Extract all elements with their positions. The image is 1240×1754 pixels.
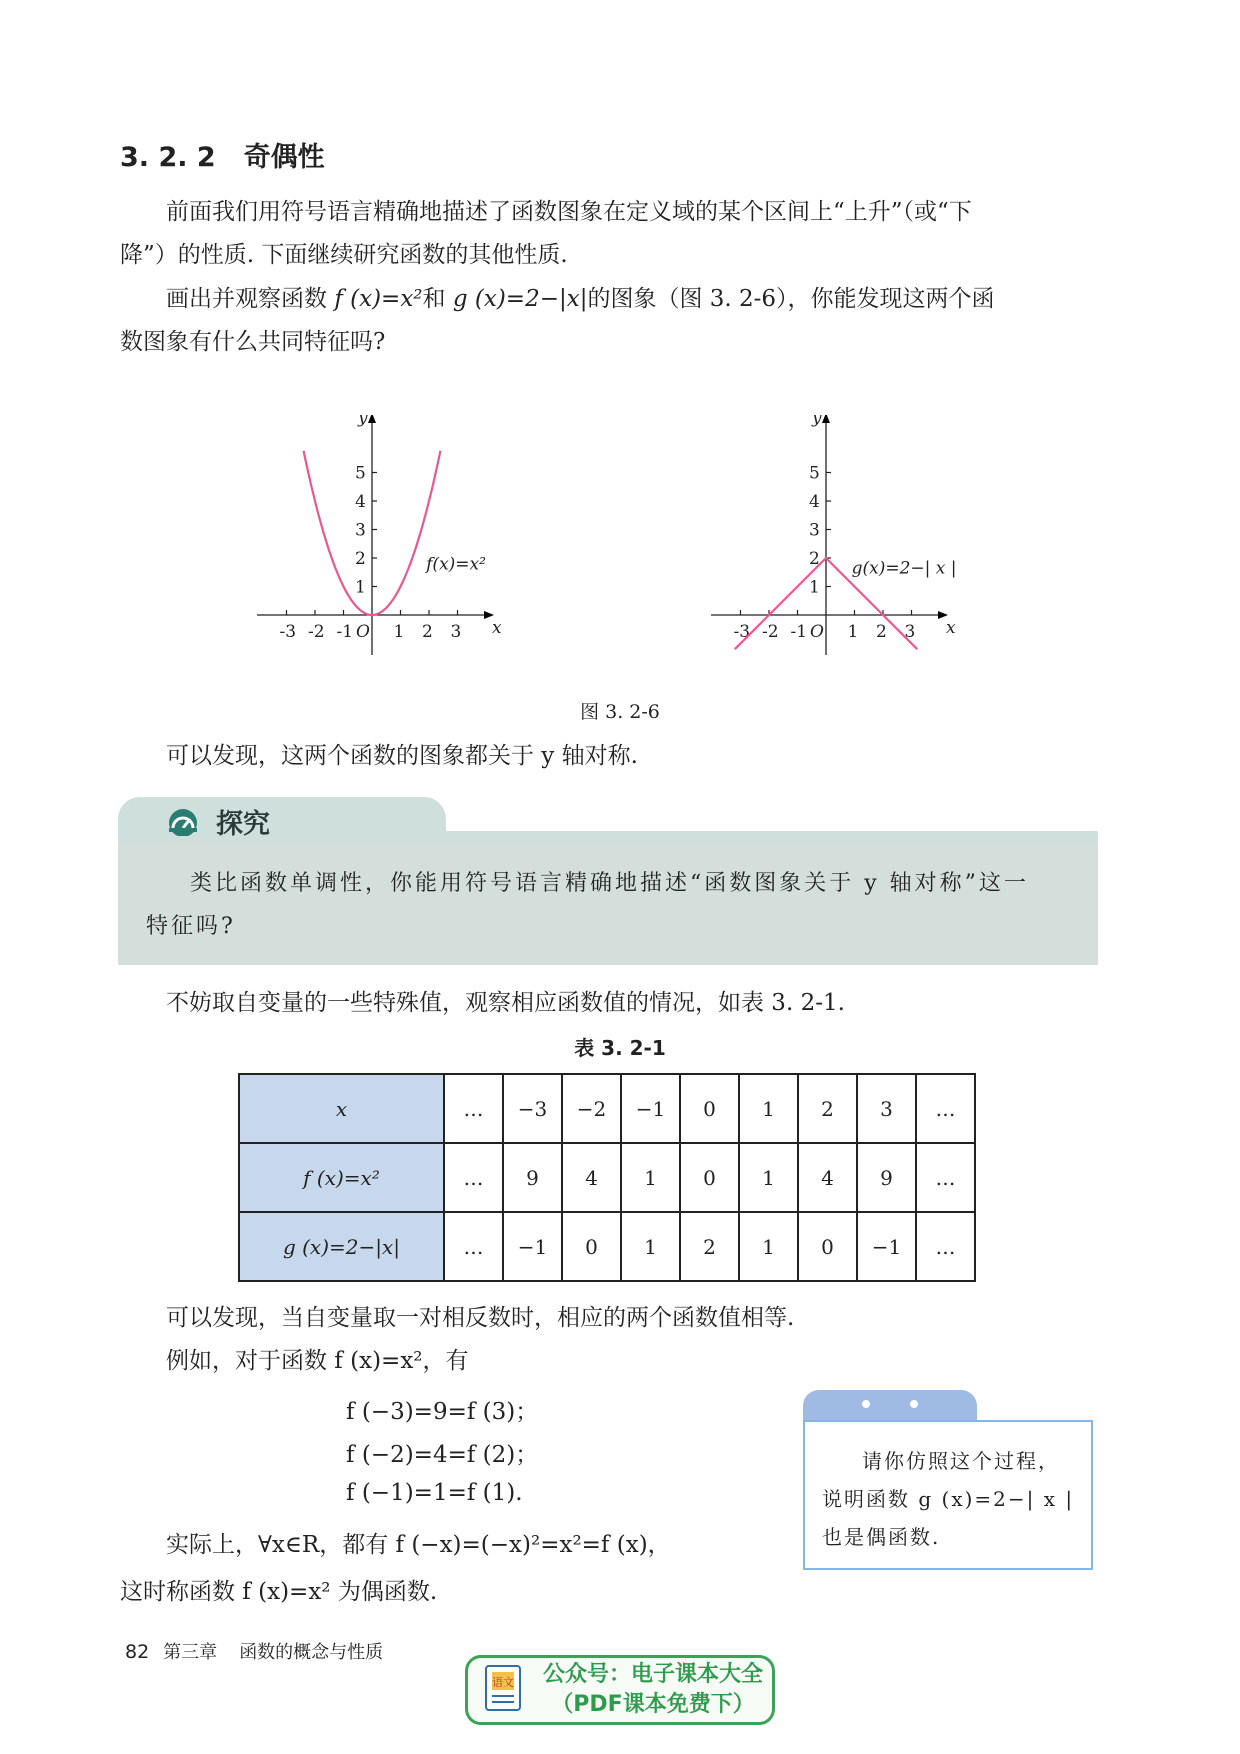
question-text-b: 和 <box>422 286 453 312</box>
table-cell: −3 <box>503 1074 562 1143</box>
y-axis-label: y <box>812 415 822 428</box>
x-tick-label: 1 <box>847 622 859 642</box>
watermark-line-1: 公众号：电子课本大全 <box>542 1662 763 1687</box>
intro-line-2: 降”）的性质. 下面继续研究函数的其他性质. <box>120 242 568 268</box>
y-tick-label: 5 <box>355 463 366 484</box>
general-text: 实际上，∀x∈R，都有 f (−x)=(−x)²=x²=f (x)， <box>166 1532 671 1558</box>
table-cell: … <box>916 1074 975 1143</box>
figure-graphs <box>240 415 1020 690</box>
f-definition: f (x)=x² <box>334 286 423 312</box>
definition-text: 这时称函数 f (x)=x² 为偶函数. <box>120 1579 438 1605</box>
table-cell: 1 <box>739 1143 798 1212</box>
x-tick-label: 2 <box>422 622 433 642</box>
note-line-1: 请你仿照这个过程， <box>862 1449 1060 1473</box>
x-tick-label: -1 <box>790 622 808 642</box>
example-intro: 例如，对于函数 f (x)=x²，有 <box>166 1348 469 1374</box>
x-tick-label: -1 <box>336 622 354 642</box>
x-tick-label: -2 <box>762 622 779 642</box>
example-line-3: f (−1)=1=f (1). <box>346 1480 523 1506</box>
table-cell: … <box>916 1143 975 1212</box>
x-tick-label: -2 <box>308 622 325 642</box>
explore-text <box>146 862 1076 948</box>
chapter-number: 第三章 <box>163 1642 218 1663</box>
paragraph-conclusion <box>120 1297 1100 1340</box>
table-cell: 1 <box>621 1212 680 1281</box>
x-tick-label: 3 <box>904 622 916 642</box>
y-axis-arrow <box>368 415 376 423</box>
y-tick-label: 1 <box>809 577 820 598</box>
table-cell: 4 <box>562 1143 621 1212</box>
table-cell: −1 <box>857 1212 916 1281</box>
table-row-header: x <box>239 1074 444 1143</box>
table-cell: … <box>916 1212 975 1281</box>
table-cell: 0 <box>798 1212 857 1281</box>
note-text <box>822 1442 1086 1556</box>
watermark-text <box>538 1660 768 1720</box>
note-dot-right <box>910 1400 918 1408</box>
table-cell: … <box>444 1143 503 1212</box>
table-cell: 1 <box>621 1143 680 1212</box>
paragraph-intro <box>120 191 1100 277</box>
function-label: g(x)=2−| x | <box>851 558 957 579</box>
x-tick-label: 3 <box>450 622 462 642</box>
paragraph-general <box>120 1524 770 1567</box>
note-dot-left <box>862 1400 870 1408</box>
table-row-header: g (x)=2−|x| <box>239 1212 444 1281</box>
chapter-title: 函数的概念与性质 <box>239 1642 384 1663</box>
table-cell: 0 <box>680 1143 739 1212</box>
origin-label: O <box>810 622 824 642</box>
y-axis-arrow <box>822 415 830 423</box>
conclusion-text: 可以发现，当自变量取一对相反数时，相应的两个函数值相等. <box>166 1305 795 1331</box>
question-text-a: 画出并观察函数 <box>166 286 335 312</box>
table-cell: 3 <box>857 1074 916 1143</box>
table-cell: … <box>444 1212 503 1281</box>
graph-g <box>711 415 957 655</box>
paragraph-example <box>120 1340 1100 1383</box>
note-line-2: 说明函数 g (x)=2−| x | <box>822 1487 1075 1511</box>
watermark-line-2: （PDF课本免费下） <box>551 1692 755 1717</box>
table-row-header: f (x)=x² <box>239 1143 444 1212</box>
table-intro-text: 不妨取自变量的一些特殊值，观察相应函数值的情况，如表 3. 2-1. <box>166 990 845 1016</box>
table-row <box>239 1143 975 1212</box>
explore-line-2: 特征吗? <box>146 914 236 939</box>
table-cell: −1 <box>621 1074 680 1143</box>
explore-line-1: 类比函数单调性，你能用符号语言精确地描述“函数图象关于 y 轴对称”这一 <box>190 871 1029 896</box>
y-axis-label: y <box>358 415 368 428</box>
page-number: 82 <box>125 1641 150 1663</box>
note-tab <box>803 1390 977 1424</box>
question-text-c: 的图象（图 3. 2-6），你能发现这两个函 <box>587 286 995 312</box>
section-heading <box>120 135 325 174</box>
y-tick-label: 3 <box>809 520 820 541</box>
table-cell: 2 <box>798 1074 857 1143</box>
table-cell: 2 <box>680 1212 739 1281</box>
origin-label: O <box>356 622 370 642</box>
section-number: 3. 2. 2 <box>120 142 216 173</box>
x-tick-label: -3 <box>279 622 297 642</box>
explore-icon <box>166 806 200 836</box>
table-cell: 9 <box>857 1143 916 1212</box>
paragraph-question <box>120 278 1100 364</box>
logo-text: 语文 <box>492 1676 514 1689</box>
function-label: f(x)=x² <box>426 554 486 575</box>
table-cell: −2 <box>562 1074 621 1143</box>
table-cell: 1 <box>739 1212 798 1281</box>
table-cell: −1 <box>503 1212 562 1281</box>
table-cell: … <box>444 1074 503 1143</box>
observation-text: 可以发现，这两个函数的图象都关于 y 轴对称. <box>166 743 638 769</box>
y-tick-label: 1 <box>355 577 366 598</box>
x-tick-label: 1 <box>393 622 405 642</box>
x-axis-label: x <box>492 618 502 638</box>
figure-caption: 图 3. 2-6 <box>580 701 660 723</box>
g-definition: g (x)=2−|x| <box>452 286 588 312</box>
table-row <box>239 1212 975 1281</box>
question-line-2: 数图象有什么共同特征吗? <box>120 329 386 355</box>
example-line-2: f (−2)=4=f (2)； <box>346 1442 539 1468</box>
y-tick-label: 4 <box>355 492 366 512</box>
table-cell: 1 <box>739 1074 798 1143</box>
table-cell: 0 <box>680 1074 739 1143</box>
y-tick-label: 2 <box>809 549 820 569</box>
example-line-1: f (−3)=9=f (3)； <box>346 1399 539 1425</box>
table-cell: 9 <box>503 1143 562 1212</box>
paragraph-observation <box>120 735 1100 778</box>
table-title: 表 3. 2-1 <box>574 1036 666 1060</box>
y-tick-label: 5 <box>809 463 820 484</box>
table-cell: 4 <box>798 1143 857 1212</box>
y-tick-label: 3 <box>355 520 366 541</box>
table-cell: 0 <box>562 1212 621 1281</box>
page-footer <box>125 1638 383 1664</box>
y-tick-label: 4 <box>809 492 820 512</box>
book-logo-icon <box>484 1664 522 1716</box>
x-tick-label: 2 <box>876 622 887 642</box>
value-table <box>238 1073 976 1282</box>
intro-line-1: 前面我们用符号语言精确地描述了函数图象在定义域的某个区间上“上升”（或“下 <box>166 199 972 225</box>
x-axis-label: x <box>946 618 956 638</box>
table-row <box>239 1074 975 1143</box>
explore-title: 探究 <box>216 809 270 840</box>
section-title: 奇偶性 <box>243 142 325 173</box>
note-line-3: 也是偶函数. <box>822 1525 941 1549</box>
y-tick-label: 2 <box>355 549 366 569</box>
x-tick-label: -3 <box>733 622 751 642</box>
paragraph-table-intro <box>120 982 1100 1025</box>
graph-f <box>257 415 502 655</box>
paragraph-definition <box>120 1571 1100 1614</box>
